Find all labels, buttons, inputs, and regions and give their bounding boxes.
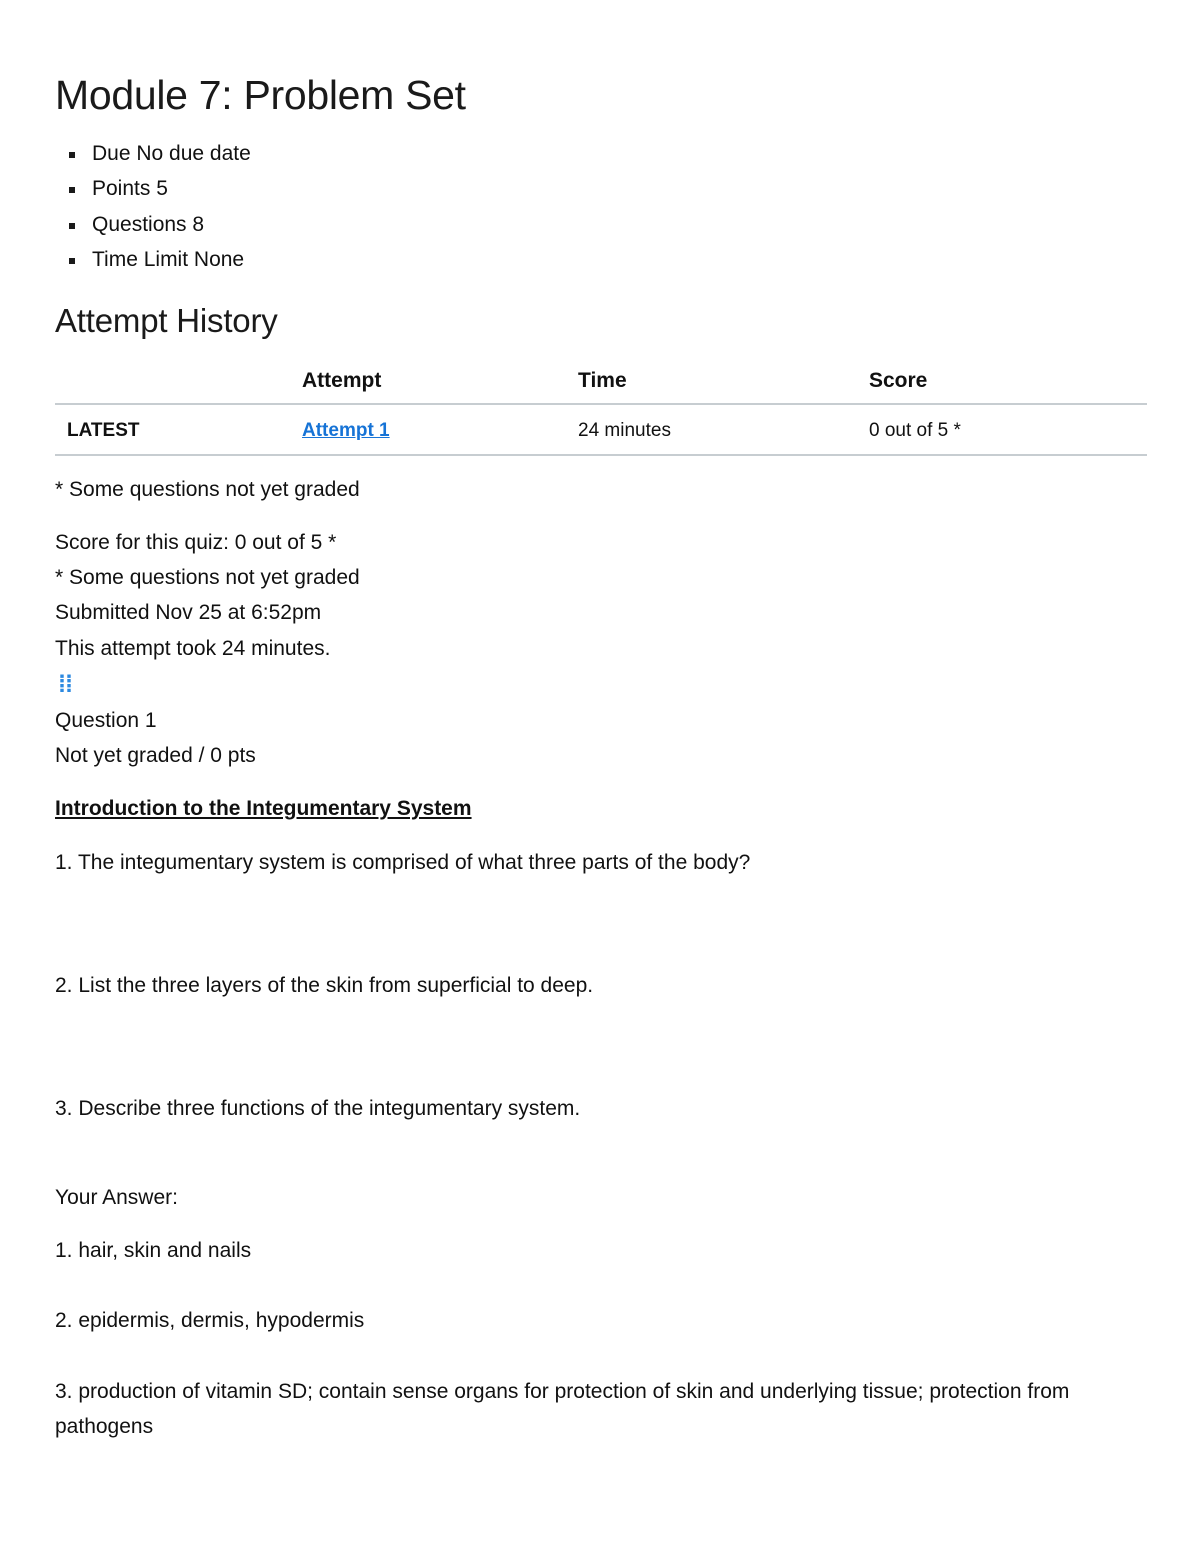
attempt-history-heading: Attempt History <box>55 302 278 339</box>
quiz-score: Score for this quiz: 0 out of 5 * <box>55 531 337 554</box>
grading-footnote: * Some questions not yet graded <box>55 478 360 501</box>
attempt-1-link[interactable]: Attempt 1 <box>302 420 390 441</box>
question-prompt: 3. Describe three functions of the integumentary system. <box>55 1097 581 1120</box>
grading-note: * Some questions not yet graded <box>55 566 360 589</box>
detail-value: 8 <box>192 212 205 236</box>
table-header <box>55 362 1147 405</box>
attempt-duration: This attempt took 24 minutes. <box>55 637 331 660</box>
question-section-title: Introduction to the Integumentary System <box>55 797 472 820</box>
detail-time-limit <box>55 244 251 279</box>
quiz-details-list <box>55 138 251 280</box>
column-header-time: Time <box>578 369 627 392</box>
question-label: Question 1 <box>55 709 157 732</box>
drag-handle-icon[interactable]: ⁞⁞ <box>58 671 72 698</box>
detail-value: None <box>193 248 245 272</box>
answer-item: 3. production of vitamin SD; contain sense organs for protection of skin and underlying tissue; protection from pathogens <box>55 1380 1070 1438</box>
attempt-history-table <box>55 362 1147 456</box>
answer-label: Your Answer: <box>55 1186 178 1209</box>
detail-due <box>55 138 251 173</box>
column-header-score: Score <box>869 369 928 392</box>
column-header-attempt: Attempt <box>302 369 382 392</box>
detail-label: Questions <box>92 212 187 236</box>
detail-value: 5 <box>156 177 168 201</box>
page-title: Module 7: Problem Set <box>55 72 466 118</box>
detail-label: Time Limit <box>92 248 189 272</box>
attempt-score: 0 out of 5 * <box>869 420 961 441</box>
detail-label: Due <box>92 142 131 165</box>
question-status: Not yet graded / 0 pts <box>55 744 256 767</box>
answer-item: 1. hair, skin and nails <box>55 1239 252 1262</box>
question-prompt: 2. List the three layers of the skin from superficial to deep. <box>55 974 594 997</box>
detail-value: No due date <box>136 142 251 165</box>
question-prompt: 1. The integumentary system is comprised of what three parts of the body? <box>55 851 751 874</box>
detail-label: Points <box>92 177 151 201</box>
detail-points <box>55 173 251 208</box>
submitted-time: Submitted Nov 25 at 6:52pm <box>55 601 322 624</box>
answer-item: 2. epidermis, dermis, hypodermis <box>55 1309 365 1332</box>
detail-questions <box>55 209 251 244</box>
table-row <box>55 405 1147 456</box>
attempt-time: 24 minutes <box>578 420 671 441</box>
latest-badge: LATEST <box>67 420 140 441</box>
